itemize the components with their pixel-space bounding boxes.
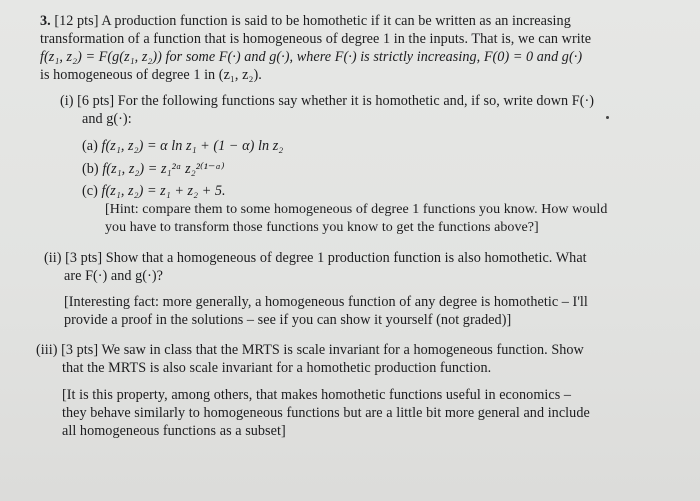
- part-i-item-c: [82, 182, 226, 200]
- part-iii-note-line-2: they behave similarly to homogeneous functions but are a little bit more general and include: [62, 405, 590, 421]
- part-ii-note-line-1: [Interesting fact: more generally, a homogeneous function of any degree is homothetic – I'll: [64, 294, 588, 310]
- part-i-item-a: [82, 137, 283, 155]
- part-ii-points: [3 pts]: [65, 250, 103, 266]
- part-ii-line-2: are F(·) and g(·)?: [64, 268, 163, 284]
- question-intro-line-2: transformation of a function that is homogeneous of degree 1 in the inputs. That is, we can write: [40, 31, 592, 47]
- question-intro-line-1: [40, 12, 571, 30]
- part-iii-points: [3 pts]: [61, 342, 99, 358]
- part-i-label: (i): [60, 93, 74, 109]
- question-intro-line-4: is homogeneous of degree 1 in (z₁, z₂).: [40, 67, 262, 83]
- part-ii-note-line-2: provide a proof in the solutions – see if you can show it yourself (not graded)]: [64, 312, 512, 328]
- item-a-formula: f(z₁, z₂) = α ln z₁ + (1 − α) ln z₂: [101, 138, 284, 154]
- item-a-label: (a): [82, 138, 98, 154]
- part-iii-text-1: We saw in class that the MRTS is scale invariant for a homogeneous function. Show: [101, 342, 584, 358]
- item-b-label: (b): [82, 161, 99, 177]
- part-iii-note-line-3: all homogeneous functions as a subset]: [62, 423, 286, 439]
- question-intro-text-1: A production function is said to be homothetic if it can be written as an increasing: [101, 13, 571, 29]
- part-i-line-2: and g(·):: [82, 111, 132, 127]
- item-c-label: (c): [82, 183, 98, 199]
- part-iii-label: (iii): [36, 342, 58, 358]
- part-i-text-1: For the following functions say whether it is homothetic and, if so, write down F(·): [117, 93, 595, 109]
- part-ii-label: (ii): [44, 250, 62, 266]
- part-i-line-1: [60, 92, 594, 110]
- part-iii-line-1: [36, 341, 584, 359]
- part-ii-text-1: Show that a homogeneous of degree 1 production function is also homothetic. What: [105, 250, 587, 266]
- item-c-formula: f(z₁, z₂) = z₁ + z₂ + 5.: [101, 183, 226, 199]
- part-i-hint-line-2: you have to transform those functions you know to get the functions above?]: [105, 220, 539, 235]
- part-iii-note-line-1: [It is this property, among others, that makes homothetic functions useful in economics –: [62, 387, 572, 403]
- part-iii-line-2: that the MRTS is also scale invariant for a homothetic production function.: [62, 360, 492, 376]
- question-intro-line-3: f(z₁, z₂) = F(g(z₁, z₂)) for some F(·) and g(·), where F(·) is strictly increasing, F(0) = 0 and g(·): [40, 49, 583, 65]
- item-b-formula: f(z₁, z₂) = z₁²ᵅ z₂²⁽¹⁻ᵅ⁾: [102, 161, 225, 177]
- part-i-points: [6 pts]: [77, 93, 115, 109]
- pencil-mark: [606, 116, 609, 119]
- part-ii-line-1: [44, 249, 587, 267]
- part-i-hint-line-1: [Hint: compare them to some homogeneous of degree 1 functions you know. How would: [105, 202, 608, 217]
- question-number: 3.: [40, 13, 51, 29]
- part-i-item-b: [82, 160, 225, 178]
- question-points: [12 pts]: [54, 13, 99, 29]
